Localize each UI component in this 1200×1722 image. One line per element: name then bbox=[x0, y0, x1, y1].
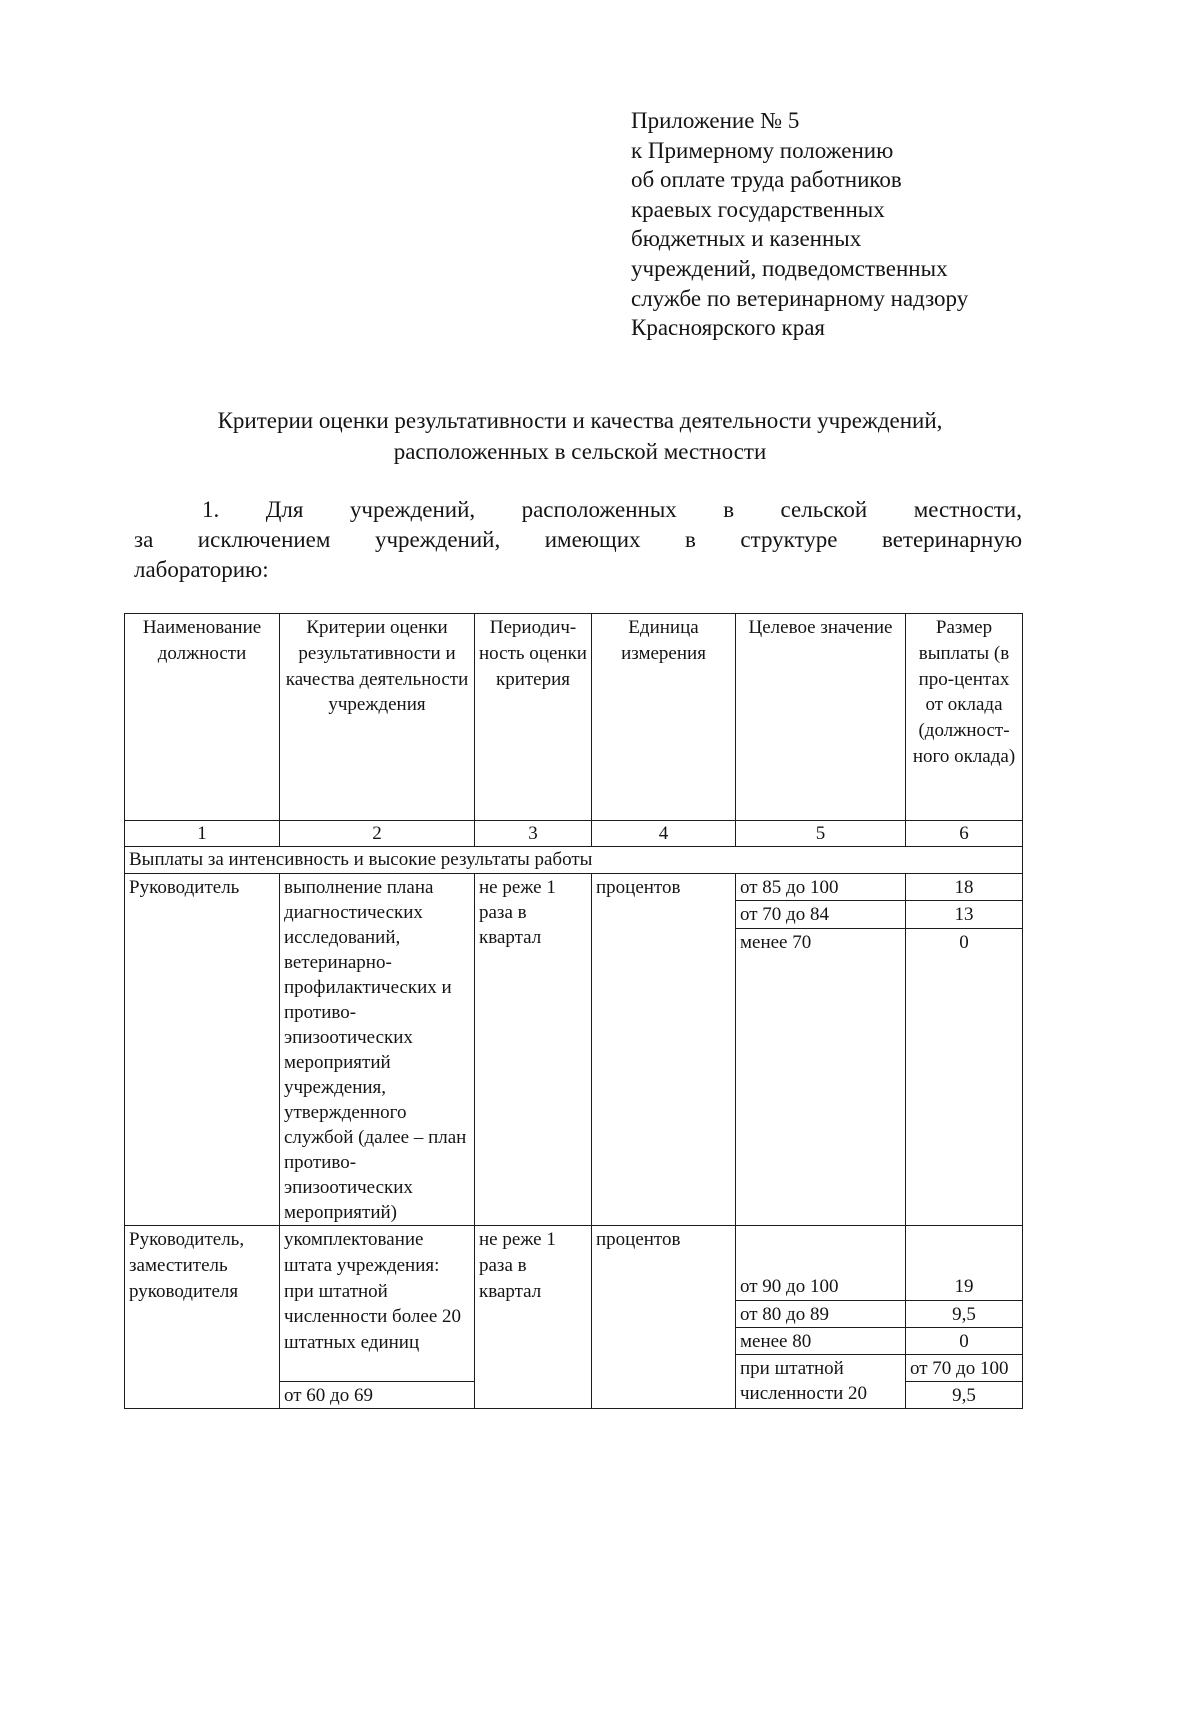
block1-payment: 13 bbox=[906, 901, 1023, 928]
block2-payment: 0 bbox=[906, 1328, 1023, 1355]
appendix-line: бюджетных и казенных bbox=[631, 226, 862, 252]
block2-criterion-a: укомплектование штата учреждения: при штатной численности более 20 штатных единиц bbox=[280, 1226, 475, 1382]
column-number: 6 bbox=[906, 821, 1023, 847]
header-criteria: Критерии оценки результативности и качества деятельности учреждения bbox=[280, 614, 475, 821]
section-row bbox=[125, 847, 1023, 874]
criteria-table bbox=[124, 613, 1023, 1409]
table-header-row bbox=[125, 614, 1023, 821]
column-number: 1 bbox=[125, 821, 280, 847]
paragraph-line-1: 1. Для учреждений, расположенных в сельской местности, bbox=[202, 497, 1022, 522]
block2-payment: 9,5 bbox=[906, 1382, 1023, 1409]
header-payment: Размер выплаты (в про-центах от оклада (должност-ного оклада) bbox=[906, 614, 1023, 821]
block2-target: менее 80 bbox=[736, 1328, 906, 1355]
block1-payment: 0 bbox=[906, 928, 1023, 1225]
paragraph-line-2: за исключением учреждений, имеющих в структуре ветеринарную bbox=[134, 527, 1022, 552]
block2-payment: 19 bbox=[906, 1226, 1023, 1301]
table-row bbox=[125, 874, 1023, 901]
header-unit: Единица измерения bbox=[592, 614, 736, 821]
header-target: Целевое значение bbox=[736, 614, 906, 821]
block1-target: менее 70 bbox=[736, 928, 906, 1225]
column-number: 4 bbox=[592, 821, 736, 847]
title-line-1: Критерии оценки результативности и качества деятельности учреждений, bbox=[217, 408, 943, 433]
appendix-line: Красноярского края bbox=[631, 315, 825, 341]
appendix-block bbox=[631, 106, 968, 343]
block1-target: от 70 до 84 bbox=[736, 901, 906, 928]
appendix-line: учреждений, подведомственных bbox=[631, 255, 948, 281]
intro-paragraph bbox=[134, 495, 1022, 585]
appendix-line: краевых государственных bbox=[631, 196, 885, 222]
title-line-2: расположенных в сельской местности bbox=[393, 439, 767, 464]
block2-target: от 60 до 69 bbox=[280, 1382, 475, 1409]
appendix-line: к Примерному положению bbox=[631, 137, 894, 163]
block2-target: от 70 до 100 bbox=[906, 1355, 1023, 1382]
block1-unit: процентов bbox=[592, 874, 736, 1226]
block1-criterion: выполнение плана диагностических исследований, ветеринарно-профилактических и противо-эпизоотических мероприятий учреждения, утвержденного службой (далее – план противо-эпизоотических мероприятий) bbox=[280, 874, 475, 1226]
appendix-line: службе по ветеринарному надзору bbox=[631, 285, 969, 311]
document-title bbox=[100, 405, 1060, 467]
appendix-line: об оплате труда работников bbox=[631, 167, 902, 193]
block2-target: от 90 до 100 bbox=[736, 1226, 906, 1301]
header-position: Наименование должности bbox=[125, 614, 280, 821]
appendix-line: Приложение № 5 bbox=[631, 108, 800, 133]
block1-payment: 18 bbox=[906, 874, 1023, 901]
section-title: Выплаты за интенсивность и высокие результаты работы bbox=[125, 847, 1023, 874]
block1-periodicity: не реже 1 раза в квартал bbox=[475, 874, 592, 1226]
paragraph-line-3: лабораторию: bbox=[134, 557, 269, 582]
column-number: 3 bbox=[475, 821, 592, 847]
header-periodicity: Периодич-ность оценки критерия bbox=[475, 614, 592, 821]
column-number: 2 bbox=[280, 821, 475, 847]
block2-criterion-b: при штатной численности 20 bbox=[736, 1355, 906, 1409]
table-row bbox=[125, 1226, 1023, 1301]
block2-periodicity: не реже 1 раза в квартал bbox=[475, 1226, 592, 1409]
block2-position: Руководитель, заместитель руководителя bbox=[125, 1226, 280, 1409]
column-number-row bbox=[125, 821, 1023, 847]
block1-target: от 85 до 100 bbox=[736, 874, 906, 901]
block2-payment: 9,5 bbox=[906, 1301, 1023, 1328]
block2-unit: процентов bbox=[592, 1226, 736, 1409]
column-number: 5 bbox=[736, 821, 906, 847]
block1-position: Руководитель bbox=[125, 874, 280, 1226]
block2-target: от 80 до 89 bbox=[736, 1301, 906, 1328]
